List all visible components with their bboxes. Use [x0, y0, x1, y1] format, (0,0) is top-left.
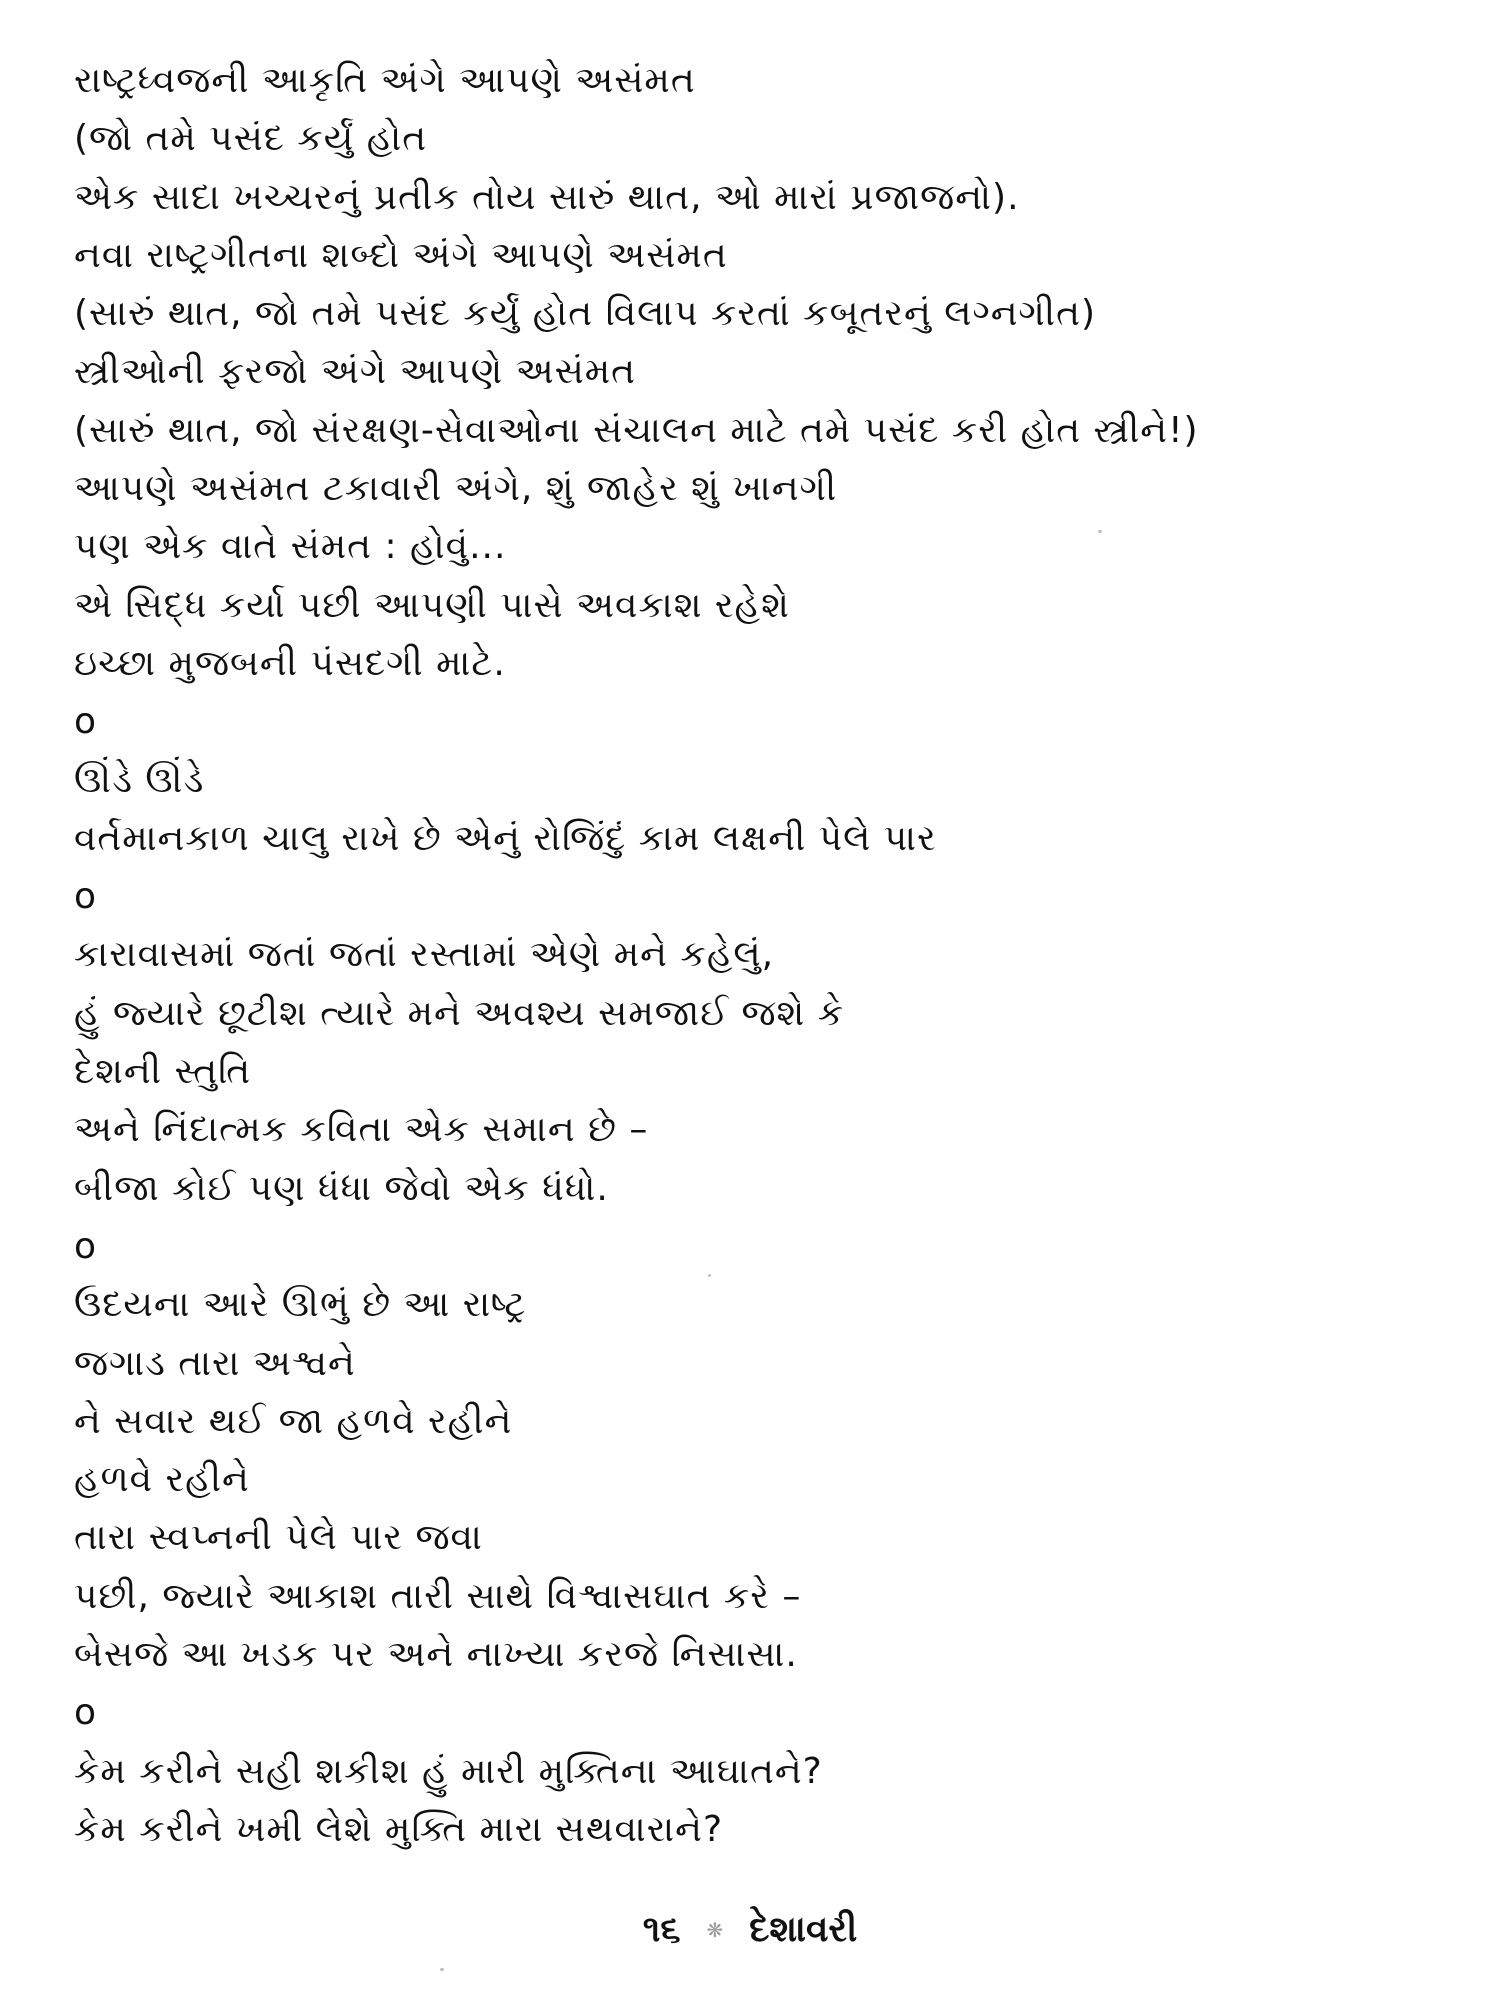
section-separator: o [74, 1225, 97, 1267]
poem-line: અને નિંદાત્મક કવિતા એક સમાન છે – [74, 1109, 649, 1151]
poem-line: દેશની સ્તુતિ [74, 1051, 252, 1093]
page-footer [0, 1900, 1500, 1960]
poem-line: બીજા કોઈ પણ ધંધા જેવો એક ધંધો. [74, 1167, 609, 1209]
poem-line: હું જ્યારે છૂટીશ ત્યારે મને અવશ્ય સમજાઈ જશે કે [74, 992, 845, 1034]
poem-line: સ્ત્રીઓની ફરજો અંગે આપણે અસંમત [74, 351, 637, 393]
poem-line: પછી, જ્યારે આકાશ તારી સાથે વિશ્વાસઘાત કરે – [74, 1575, 802, 1617]
poem-line: આપણે અસંમત ટકાવારી અંગે, શું જાહેર શું ખાનગી [74, 468, 838, 510]
poem-line: ઊંડે ઊંડે [74, 759, 205, 801]
poem-line: રાષ્ટ્રધ્વજની આકૃતિ અંગે આપણે અસંમત [74, 60, 696, 101]
poem-line: ઇચ્છા મુજબની પંસદગી માટે. [74, 642, 506, 684]
poem-line: કારાવાસમાં જતાં જતાં રસ્તામાં એણે મને કહેલું, [74, 934, 775, 976]
poem-line: જગાડ તારા અશ્વને [74, 1342, 356, 1384]
book-title: દેશાવરી [749, 1909, 858, 1950]
poem-line: ઉદયના આરે ઊભું છે આ રાષ્ટ્ર [74, 1284, 527, 1326]
poem-line: (સારું થાત, જો સંરક્ષણ-સેવાઓના સંચાલન માટે તમે પસંદ કરી હોત સ્ત્રીને!) [74, 409, 1199, 451]
scan-speck [1098, 530, 1102, 533]
section-separator: o [74, 876, 97, 918]
poem-line: વર્તમાનકાળ ચાલુ રાખે છે એનું રોજિંદું કામ લક્ષની પેલે પાર [74, 817, 937, 859]
poem-line: હળવે રહીને [74, 1459, 250, 1501]
poem-text [74, 52, 1464, 1859]
poem-line: કેમ કરીને ખમી લેશે મુક્તિ મારા સથવારાને? [74, 1808, 724, 1850]
section-separator: o [74, 1692, 97, 1734]
poem-line: એ સિદ્ધ કર્યા પછી આપણી પાસે અવકાશ રહેશે [74, 584, 790, 626]
poem-line: તારા સ્વપ્નની પેલે પાર જવા [74, 1517, 483, 1559]
page-number: ૧૬ [642, 1909, 681, 1950]
scan-speck [440, 1968, 444, 1971]
section-separator: o [74, 701, 97, 743]
poem-line: (જો તમે પસંદ કર્યું હોત [74, 118, 428, 160]
poem-line: ને સવાર થઈ જા હળવે રહીને [74, 1400, 513, 1442]
poem-line: પણ એક વાતે સંમત : હોવું... [74, 526, 507, 568]
ornament-icon: ❋ [706, 1918, 724, 1942]
poem-line: કેમ કરીને સહી શકીશ હું મારી મુક્તિના આઘાતને? [74, 1750, 823, 1792]
poem-line: બેસજે આ ખડક પર અને નાખ્યા કરજે નિસાસા. [74, 1634, 798, 1676]
poem-line: (સારું થાત, જો તમે પસંદ કર્યું હોત વિલાપ કરતાં કબૂતરનું લગ્નગીત) [74, 293, 1097, 335]
scan-speck [708, 1274, 711, 1277]
poem-line: નવા રાષ્ટ્રગીતના શબ્દો અંગે આપણે અસંમત [74, 234, 728, 276]
poem-line: એક સાદા ખચ્ચરનું પ્રતીક તોય સારું થાત, ઓ મારાં પ્રજાજનો). [74, 176, 1020, 218]
